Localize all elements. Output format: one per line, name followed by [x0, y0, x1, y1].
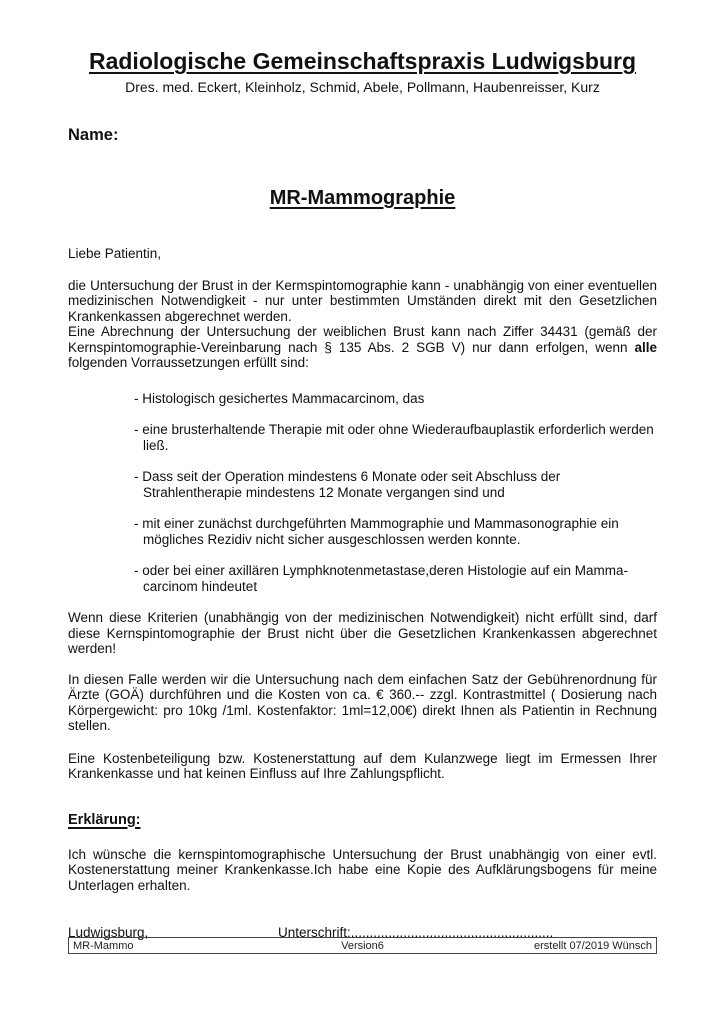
paragraph-billing-conditions: die Untersuchung der Brust in der Kermspintomographie kann - unabhängig von einer eventuellen medizinischen Notwendigkeit - nur unter bestimmten Umständen direkt mit den Gesetzlichen Krankenkassen abgerechnet werden. — [68, 277, 657, 324]
paragraph-ziffer-bold-alle: alle — [634, 339, 657, 355]
paragraph-ziffer-34431 — [68, 324, 657, 371]
practice-title: Radiologische Gemeinschaftspraxis Ludwigsburg — [88, 48, 636, 74]
list-item-months-elapsed: - Dass seit der Operation mindestens 6 Monate oder seit Abschluss der Strahlentherapie mindestens 12 Monate vergangen sind und — [134, 469, 561, 500]
name-label: Name: — [68, 126, 119, 144]
paragraph-ziffer-part1: Eine Abrechnung der Untersuchung der weiblichen Brust kann nach Ziffer 34431 (gemäß der Kernspintomographie-Vereinbarung nach § 135 Abs. 2 SGB V) nur dann erfolgen, wenn — [68, 324, 657, 355]
practice-doctors-list: Dres. med. Eckert, Kleinholz, Schmid, Abele, Pollmann, Haubenreisser, Kurz — [125, 79, 600, 95]
footer-bar — [68, 937, 657, 954]
paragraph-costs: In diesen Falle werden wir die Untersuchung nach dem einfachen Satz der Gebührenordnung für Ärzte (GOÄ) durchführen und die Kosten von ca. € 360.-- zzgl. Kontrastmittel ( Dosierung nach Körpergewicht: pro 10kg /1ml. Kostenfaktor: 1ml=12,00€) direkt Ihnen als Patientin in Rechnung stellen. — [68, 671, 657, 733]
conditions-list — [68, 391, 657, 595]
list-item-histology: - Histologisch gesichertes Mammacarcinom, das — [134, 390, 425, 406]
paragraph-cost-sharing: Eine Kostenbeteiligung bzw. Kostenerstattung auf dem Kulanzwege liegt im Ermessen Ihrer Krankenkasse und hat keinen Einfluss auf Ihre Zahlungspflicht. — [68, 750, 657, 781]
document-title: MR-Mammographie — [269, 187, 456, 209]
footer-created-info: erstellt 07/2019 Wünsch — [533, 939, 652, 952]
declaration-heading: Erklärung: — [68, 811, 141, 828]
footer-version: Version6 — [341, 939, 384, 952]
paragraph-ziffer-part2: folgenden Vorraussetzungen erfüllt sind: — [68, 355, 309, 370]
footer-document-name: MR-Mammo — [73, 939, 134, 952]
salutation: Liebe Patientin, — [68, 246, 162, 261]
declaration-text: Ich wünsche die kernspintomographische Untersuchung der Brust unabhängig von einer evtl. Kostenerstattung meiner Krankenkasse.Ich habe eine Kopie des Aufklärungsbogens für meine Unterlagen erhalten. — [68, 846, 657, 893]
list-item-lymph-node-metastasis: - oder bei einer axillären Lymphknotenmetastase,deren Histologie auf ein Mamma-carcinom hindeutet — [134, 563, 629, 594]
list-item-therapy: - eine brusterhaltende Therapie mit oder ohne Wiederaufbauplastik erforderlich werden ließ. — [134, 422, 654, 453]
list-item-mammography-recurrence: - mit einer zunächst durchgeführten Mammographie und Mammasonographie ein mögliches Rezidiv nicht sicher ausgeschlossen werden konnte. — [134, 516, 619, 547]
signature-city: Ludwigsburg, — [68, 925, 149, 940]
paragraph-criteria-not-met: Wenn diese Kriterien (unabhängig von der medizinischen Notwendigkeit) nicht erfüllt sind, darf diese Kernspintomographie der Brust nicht über die Gesetzlichen Krankenkassen abgerechnet werden! — [68, 610, 657, 656]
signature-line: Unterschrift:...................................................... — [278, 925, 554, 940]
